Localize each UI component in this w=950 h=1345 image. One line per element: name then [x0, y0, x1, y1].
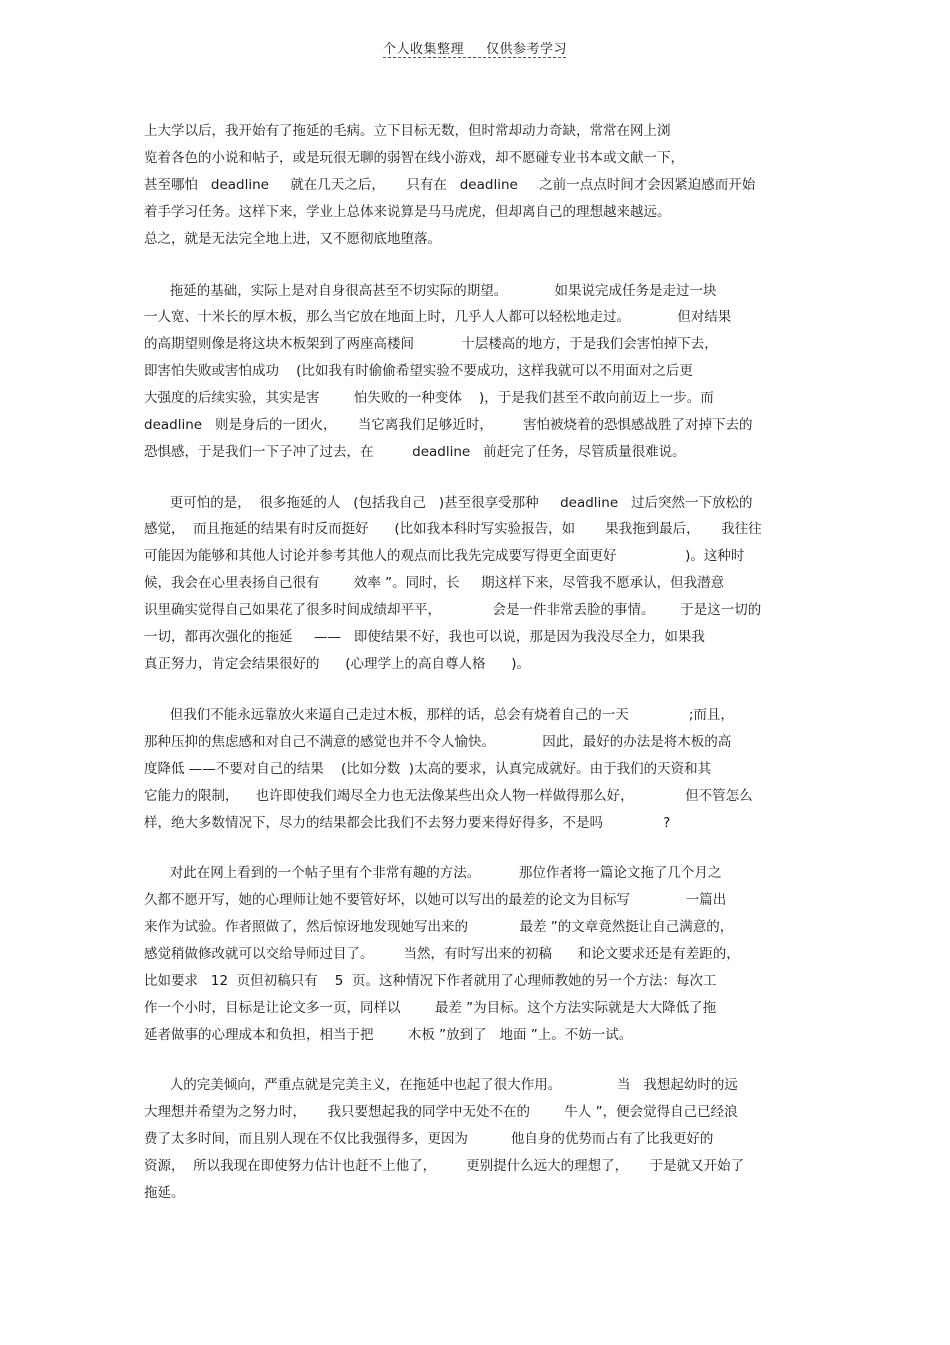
text-line: 览着各色的小说和帖子，或是玩很无聊的弱智在线小游戏，却不愿碰专业书本或文献一下，: [144, 150, 684, 166]
text-line: 的高期望则像是将这块木板架到了两座高楼间 十层楼高的地方，于是我们会害怕掉下去，: [144, 336, 718, 352]
text-line: 感觉， 而且拖延的结果有时反而挺好 (比如我本科时写实验报告，如 果我拖到最后， 我往往: [144, 521, 762, 537]
text-line: 上大学以后，我开始有了拖延的毛病。立下目标无数，但时常却动力奇缺，常常在网上浏: [144, 123, 671, 139]
header-left-text: 个人收集整理: [383, 42, 465, 57]
text-line: 候，我会在心里表扬自己很有 效率 ”。同时，长 期这样下来，尽管我不愿承认，但我潜意: [144, 575, 725, 591]
text-line: deadline 则是身后的一团火， 当它离我们足够近时， 害怕被烧着的恐惧感战胜了对掉下去的: [144, 417, 753, 433]
text-line: 延者做事的心理成本和负担，相当于把 木板 ”放到了 地面 ”上。不妨一试。: [144, 1027, 633, 1043]
text-line: 久都不愿开写，她的心理师让她不要管好坏，以她可以写出的最差的论文为目标写 一篇出: [144, 892, 727, 908]
text-line: 恐惧感，于是我们一下子冲了过去，在 deadline 前赶完了任务，尽管质量很难说。: [144, 444, 686, 460]
text-line: 大理想并希望为之努力时， 我只要想起我的同学中无处不在的 牛人 ”，便会觉得自己已经浪: [144, 1104, 738, 1120]
header-divider: [383, 57, 566, 58]
text-line: 样，绝大多数情况下，尽力的结果都会比我们不去努力要来得好得多，不是吗 ?: [144, 815, 671, 831]
text-line: 来作为试验。作者照做了，然后惊讶地发现她写出来的 最差 ”的文章竟然挺让自己满意的，: [144, 919, 734, 935]
text-line: 拖延的基础，实际上是对自身很高甚至不切实际的期望。 如果说完成任务是走过一块: [144, 283, 717, 299]
text-line: 它能力的限制， 也许即使我们竭尽全力也无法像某些出众人物一样做得那么好， 但不管怎么: [144, 788, 753, 804]
text-line: 大强度的后续实验，其实是害 怕失败的一种变体 )，于是我们甚至不敢向前迈上一步。而: [144, 390, 714, 406]
text-line: 着手学习任务。这样下来，学业上总体来说算是马马虎虎，但却离自己的理想越来越远。: [144, 204, 671, 220]
text-line: 一人宽、十米长的厚木板，那么当它放在地面上时，几乎人人都可以轻松地走过。 但对结果: [144, 309, 732, 325]
text-line: 真正努力，肯定会结果很好的 (心理学上的高自尊人格 )。: [144, 656, 531, 672]
text-line: 即害怕失败或害怕成功 (比如我有时偷偷希望实验不要成功，这样我就可以不用面对之后更: [144, 363, 693, 379]
header-right-text: 仅供参考学习: [486, 42, 568, 57]
text-line: 费了太多时间，而且别人现在不仅比我强得多，更因为 他自身的优势而占有了比我更好的: [144, 1131, 714, 1147]
text-line: 人的完美倾向，严重点就是完美主义，在拖延中也起了很大作用。 当 我想起幼时的远: [144, 1077, 738, 1093]
text-line: 那种压抑的焦虑感和对自己不满意的感觉也并不令人愉快。 因此，最好的办法是将木板的高: [144, 734, 732, 750]
text-line: 拖延。: [144, 1185, 185, 1201]
text-line: 对此在网上看到的一个帖子里有个非常有趣的方法。 那位作者将一篇论文拖了几个月之: [144, 865, 722, 881]
text-line: 比如要求 12 页但初稿只有 5 页。这种情况下作者就用了心理师教她的另一个方法：每次工: [144, 973, 717, 989]
text-line: 感觉稍做修改就可以交给导师过目了。 当然，有时写出来的初稿 和论文要求还是有差距的，: [144, 946, 740, 962]
text-line: 资源， 所以我现在即使努力估计也赶不上他了， 更别提什么远大的理想了， 于是就又开始了: [144, 1158, 745, 1174]
text-line: 更可怕的是， 很多拖延的人 (包括我自己 )甚至很享受那种 deadline 过后突然一下放松的: [144, 495, 753, 511]
text-line: 识里确实觉得自己如果花了很多时间成绩却平平， 会是一件非常丢脸的事情。 于是这一切的: [144, 602, 762, 618]
text-line: 但我们不能永远靠放火来逼自己走过木板，那样的话，总会有烧着自己的一天 ;而且，: [144, 707, 734, 723]
text-line: 可能因为能够和其他人讨论并参考其他人的观点而比我先完成要写得更全面更好 )。这种时: [144, 548, 745, 564]
text-line: 度降低 ——不要对自己的结果 (比如分数 )太高的要求，认真完成就好。由于我们的天资和其: [144, 761, 712, 777]
text-line: 总之，就是无法完全地上进，又不愿彻底地堕落。: [144, 231, 441, 247]
text-line: 甚至哪怕 deadline 就在几天之后， 只有在 deadline 之前一点点时间才会因紧迫感而开始: [144, 177, 756, 193]
text-line: 一切，都再次强化的拖延 —— 即使结果不好，我也可以说，那是因为我没尽全力，如果我: [144, 629, 705, 645]
text-line: 作一个小时，目标是让论文多一页，同样以 最差 ”为目标。这个方法实际就是大大降低了拖: [144, 1000, 717, 1016]
page-header: [383, 38, 568, 57]
